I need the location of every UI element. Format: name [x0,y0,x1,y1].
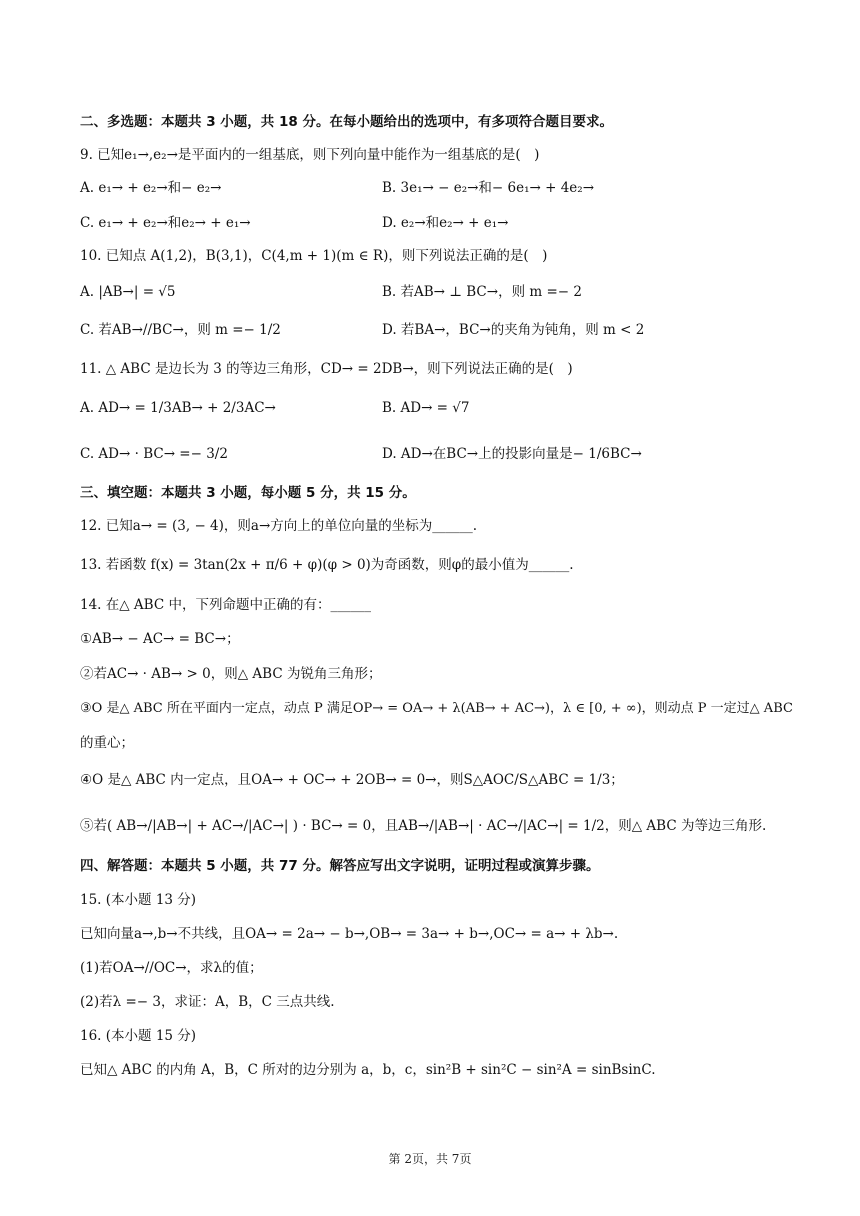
question-14-stem: 14. 在△ ABC 中，下列命题中正确的有：______ [80,597,371,613]
question-16-stem: 已知△ ABC 的内角 A，B，C 所对的边分别为 a，b，c，sin²B + sin²C − sin²A = sinBsinC. [80,1062,656,1078]
question-10-option-b: B. 若AB→ ⊥ BC→，则 m =− 2 [382,284,582,300]
question-9-stem: 9. 已知e₁→,e₂→是平面内的一组基底，则下列向量中能作为一组基底的是( ) [80,147,540,163]
question-11-option-b: B. AD→ = √7 [382,400,470,416]
question-15-stem: 已知向量a→,b→不共线，且OA→ = 2a→ − b→,OB→ = 3a→ + b→,OC→ = a→ + λb→. [80,926,619,942]
question-10-option-c: C. 若AB→//BC→，则 m =− 1/2 [80,322,281,338]
question-11-option-c: C. AD→ · BC→ =− 3/2 [80,446,228,462]
question-14-item-3-continued: 的重心； [80,735,134,751]
section-multi-choice-heading: 二、多选题：本题共 3 小题，共 18 分。在每小题给出的选项中，有多项符合题目要求。 [80,114,613,130]
question-14-item-2: ②若AC→ · AB→ > 0，则△ ABC 为锐角三角形； [80,666,382,682]
question-15-part-1: (1)若OA→//OC→，求λ的值； [80,960,263,976]
question-13: 13. 若函数 f(x) = 3tan(2x + π/6 + φ)(φ > 0)为奇函数，则φ的最小值为______. [80,557,574,573]
question-16-heading: 16. (本小题 15 分) [80,1028,197,1044]
question-11-stem: 11. △ ABC 是边长为 3 的等边三角形，CD→ = 2DB→，则下列说法正确的是( ) [80,361,573,377]
question-10-stem: 10. 已知点 A(1,2)，B(3,1)，C(4,m + 1)(m ∈ R)，则下列说法正确的是( ) [80,248,548,264]
section-solve-heading: 四、解答题：本题共 5 小题，共 77 分。解答应写出文字说明，证明过程或演算步骤。 [80,858,600,874]
question-10-option-d: D. 若BA→，BC→的夹角为钝角，则 m < 2 [382,322,645,338]
question-10-option-a: A. |AB→| = √5 [80,284,176,300]
question-14-item-3: ③O 是△ ABC 所在平面内一定点，动点 P 满足OP→ = OA→ + λ(AB→ + AC→)，λ ∈ [0, + ∞)，则动点 P 一定过△ ABC [80,701,793,716]
question-9-option-d: D. e₂→和e₂→ + e₁→ [382,215,509,231]
question-12: 12. 已知a→ = (3, − 4)，则a→方向上的单位向量的坐标为______. [80,518,478,534]
page-footer: 第 2页，共 7页 [388,1152,472,1166]
question-9-option-c: C. e₁→ + e₂→和e₂→ + e₁→ [80,215,251,231]
question-11-option-d: D. AD→在BC→上的投影向量是− 1/6BC→ [382,446,642,462]
question-14-item-1: ①AB→ − AC→ = BC→； [80,631,240,647]
question-14-item-4: ④O 是△ ABC 内一定点，且OA→ + OC→ + 2OB→ = 0→，则S△AOC/S△ABC = 1/3； [80,772,624,788]
question-9-option-a: A. e₁→ + e₂→和− e₂→ [80,180,222,196]
section-fill-in-heading: 三、填空题：本题共 3 小题，每小题 5 分，共 15 分。 [80,485,416,501]
question-14-item-5: ⑤若( AB→/|AB→| + AC→/|AC→| ) · BC→ = 0，且AB→/|AB→| · AC→/|AC→| = 1/2，则△ ABC 为等边三角形. [80,818,767,834]
question-15-heading: 15. (本小题 13 分) [80,892,197,908]
question-15-part-2: (2)若λ =− 3，求证：A，B，C 三点共线. [80,994,335,1010]
question-11-option-a: A. AD→ = 1/3AB→ + 2/3AC→ [80,400,276,416]
question-9-option-b: B. 3e₁→ − e₂→和− 6e₁→ + 4e₂→ [382,180,595,196]
